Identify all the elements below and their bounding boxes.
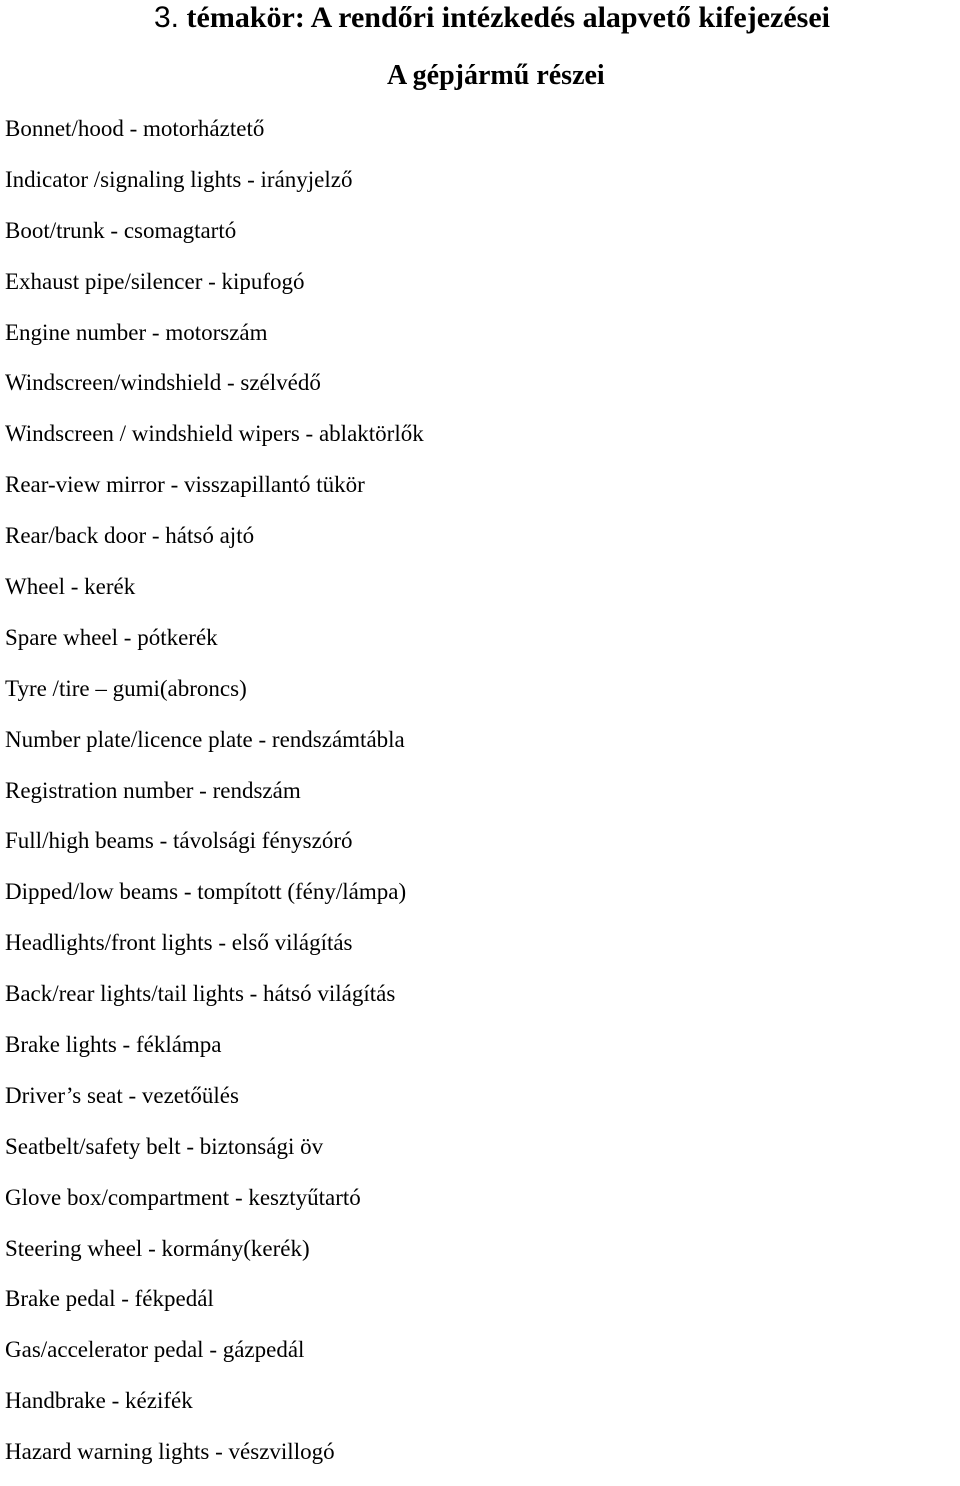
vocabulary-item: Gas/accelerator pedal - gázpedál xyxy=(5,1337,305,1363)
vocabulary-item: Glove box/compartment - kesztyűtartó xyxy=(5,1184,361,1210)
vocabulary-item: Tyre /tire – gumi(abroncs) xyxy=(5,675,247,701)
chapter-number: 3. xyxy=(154,1,180,34)
vocabulary-item: Bonnet/hood - motorháztető xyxy=(5,116,265,141)
vocabulary-item: Rear/back door - hátsó ajtó xyxy=(5,523,255,549)
vocabulary-item: Spare wheel - pótkerék xyxy=(5,624,218,650)
vocabulary-item: Steering wheel - kormány(kerék) xyxy=(5,1235,310,1261)
vocabulary-item: Driver’s seat - vezetőülés xyxy=(5,1082,239,1108)
vocabulary-item: Engine number - motorszám xyxy=(5,319,268,345)
vocabulary-item: Brake lights - féklámpa xyxy=(5,1032,222,1058)
chapter-title xyxy=(154,0,830,36)
vocabulary-item: Wheel - kerék xyxy=(5,574,136,600)
vocabulary-item: Windscreen/windshield - szélvédő xyxy=(5,370,321,396)
vocabulary-item: Hazard warning lights - vészvillogó xyxy=(5,1439,335,1465)
vocabulary-item: Back/rear lights/tail lights - hátsó világítás xyxy=(5,981,396,1007)
vocabulary-item: Brake pedal - fékpedál xyxy=(5,1286,214,1312)
vocabulary-list xyxy=(5,112,424,1486)
vocabulary-item: Boot/trunk - csomagtartó xyxy=(5,217,237,243)
chapter-title-text: témakör: A rendőri intézkedés alapvető kifejezései xyxy=(186,1,831,34)
vocabulary-item: Dipped/low beams - tompított (fény/lámpa) xyxy=(5,879,407,905)
vocabulary-item: Rear-view mirror - visszapillantó tükör xyxy=(5,472,365,498)
vocabulary-item: Exhaust pipe/silencer - kipufogó xyxy=(5,268,305,294)
vocabulary-item: Windscreen / windshield wipers - ablaktörlők xyxy=(5,421,424,447)
vocabulary-item: Seatbelt/safety belt - biztonsági öv xyxy=(5,1133,324,1159)
vocabulary-item: Headlights/front lights - első világítás xyxy=(5,930,353,956)
vocabulary-item: Registration number - rendszám xyxy=(5,777,301,803)
vocabulary-item: Number plate/licence plate - rendszámtábla xyxy=(5,726,405,752)
vocabulary-item: Full/high beams - távolsági fényszóró xyxy=(5,828,353,854)
section-title: A gépjármű részei xyxy=(387,60,605,91)
vocabulary-item: Handbrake - kézifék xyxy=(5,1388,193,1414)
vocabulary-item: Indicator /signaling lights - irányjelző xyxy=(5,166,353,192)
